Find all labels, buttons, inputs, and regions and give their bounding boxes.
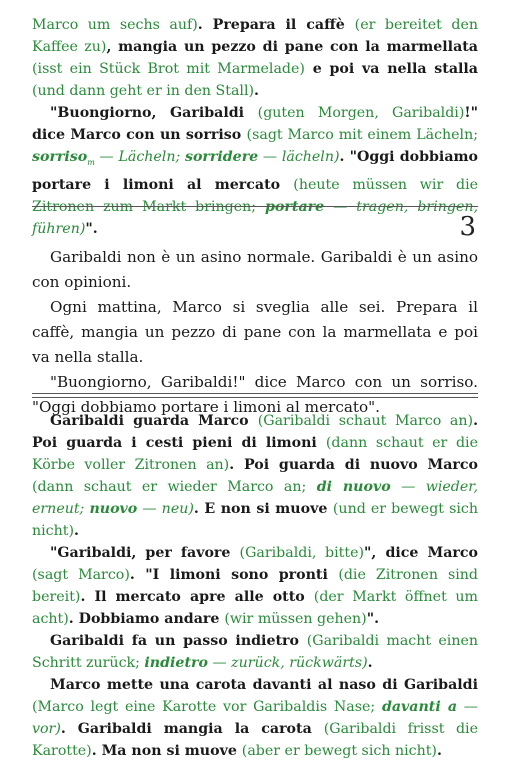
italian-text: . Dobbiamo andare xyxy=(68,611,225,627)
vocab-term: di nuovo xyxy=(316,479,391,495)
annotation: (sagt Marco) xyxy=(32,567,130,583)
annotation: (heute müssen wir die Zitronen zum Markt bringen; xyxy=(32,176,479,215)
annotation: Marco um sechs auf) xyxy=(32,17,198,33)
annotation: — tragen, bringen, führen) xyxy=(32,198,478,237)
gender-marker: m xyxy=(87,157,95,167)
annotation: (Garibaldi frisst die Karotte) xyxy=(32,721,478,759)
italian-text: "Buongiorno, Garibaldi xyxy=(50,105,258,121)
plain-paragraph: Ogni mattina, Marco si sveglia alle sei. Prepara il caffè, mangia un pezzo di pane con la marmellata e poi va nella stalla. xyxy=(32,298,478,366)
italian-text: . Prepara il caffè xyxy=(197,17,355,33)
annotation: (sagt Marco mit einem Lächeln; xyxy=(246,127,479,143)
annotation: (Garibaldi, bitte) xyxy=(239,545,365,561)
annotated-paragraph xyxy=(32,542,478,630)
annotation: — vor) xyxy=(32,699,478,737)
annotated-paragraph xyxy=(32,410,478,542)
annotated-paragraph xyxy=(32,14,478,102)
annotation: (aber er bewegt sich nicht) xyxy=(241,743,437,759)
vocab-term: sorriso xyxy=(32,149,88,165)
annotation: (die Zitronen sind bereit) xyxy=(32,567,479,605)
vocab-term: indietro xyxy=(144,655,208,671)
annotation: (isst ein Stück Brot mit Marmelade) xyxy=(32,61,305,77)
italian-text: !" dice Marco con un sorriso xyxy=(32,105,478,143)
annotation: (wir müssen gehen) xyxy=(224,611,367,627)
italian-text: . E non si muove xyxy=(193,501,333,517)
vocab-term: nuovo xyxy=(89,501,138,517)
annotation: — wieder, erneut; xyxy=(32,479,478,517)
plain-paragraph: Garibaldi non è un asino normale. Garibaldi è un asino con opinioni. xyxy=(32,248,478,291)
italian-text: ", dice Marco xyxy=(364,545,478,561)
italian-text: Garibaldi guarda Marco xyxy=(50,413,258,429)
annotation: (der Markt öffnet um acht) xyxy=(32,589,479,627)
italian-text: ". xyxy=(85,220,98,237)
annotation: — lächeln) xyxy=(258,149,340,165)
italian-text: e poi va nella stalla xyxy=(304,61,478,77)
italian-text: . Il mercato apre alle otto xyxy=(80,589,314,605)
chapter-number: 3 xyxy=(459,212,476,242)
annotation: — zurück, rückwärts) xyxy=(207,655,368,671)
italian-text: Garibaldi fa un passo indietro xyxy=(50,633,307,649)
italian-text: . xyxy=(74,523,79,539)
italian-text: . xyxy=(367,655,373,671)
vocab-term: davanti a xyxy=(381,699,458,715)
annotation: (dann schaut er die Körbe voller Zitronen an) xyxy=(32,435,478,473)
annotated-paragraph xyxy=(32,102,478,240)
italian-text: ". xyxy=(366,611,380,627)
section-divider xyxy=(32,397,478,398)
italian-text: . "Oggi dobbiamo portare i limoni al mercato xyxy=(32,149,478,193)
italian-text: , mangia un pezzo di pane con la marmellata xyxy=(106,39,479,55)
annotation: (Garibaldi schaut Marco an) xyxy=(257,413,474,429)
italian-text: . "I limoni sono pronti xyxy=(129,567,339,583)
annotation: (und dann geht er in den Stall) xyxy=(32,83,255,99)
italian-text: . Poi guarda di nuovo Marco xyxy=(229,457,478,473)
section-divider xyxy=(32,393,478,394)
vocab-term: portare xyxy=(265,198,325,215)
annotation: (und er bewegt sich nicht) xyxy=(32,501,478,539)
italian-text: . xyxy=(254,83,259,99)
section-divider xyxy=(32,206,478,207)
annotated-paragraph xyxy=(32,674,478,762)
annotation: (dann schaut er wieder Marco an; xyxy=(32,479,317,495)
annotation: — neu) xyxy=(137,501,194,517)
annotation: (guten Morgen, Garibaldi) xyxy=(257,105,465,121)
italian-text: . Ma non si muove xyxy=(91,743,242,759)
annotation: (er bereitet den Kaffee zu) xyxy=(32,17,478,55)
plain-paragraph: "Buongiorno, Garibaldi!" dice Marco con un sorriso. "Oggi dobbiamo portare i limoni al mercato". xyxy=(32,373,478,416)
annotation: (Garibaldi macht einen Schritt zurück; xyxy=(32,633,478,671)
italian-text: . xyxy=(436,743,442,759)
annotated-paragraph xyxy=(32,630,478,674)
italian-text: Marco mette una carota davanti al naso di Garibaldi xyxy=(50,677,478,693)
italian-text: . Garibaldi mangia la carota xyxy=(60,721,324,737)
annotation: (Marco legt eine Karotte vor Garibaldis Nase; xyxy=(32,699,382,715)
annotation: — Lächeln; xyxy=(94,149,185,165)
vocab-term: sorridere xyxy=(184,149,259,165)
italian-text: "Garibaldi, per favore xyxy=(50,545,240,561)
italian-text: . Poi guarda i cesti pieni di limoni xyxy=(32,413,479,451)
annotated-section-bottom xyxy=(32,410,478,762)
